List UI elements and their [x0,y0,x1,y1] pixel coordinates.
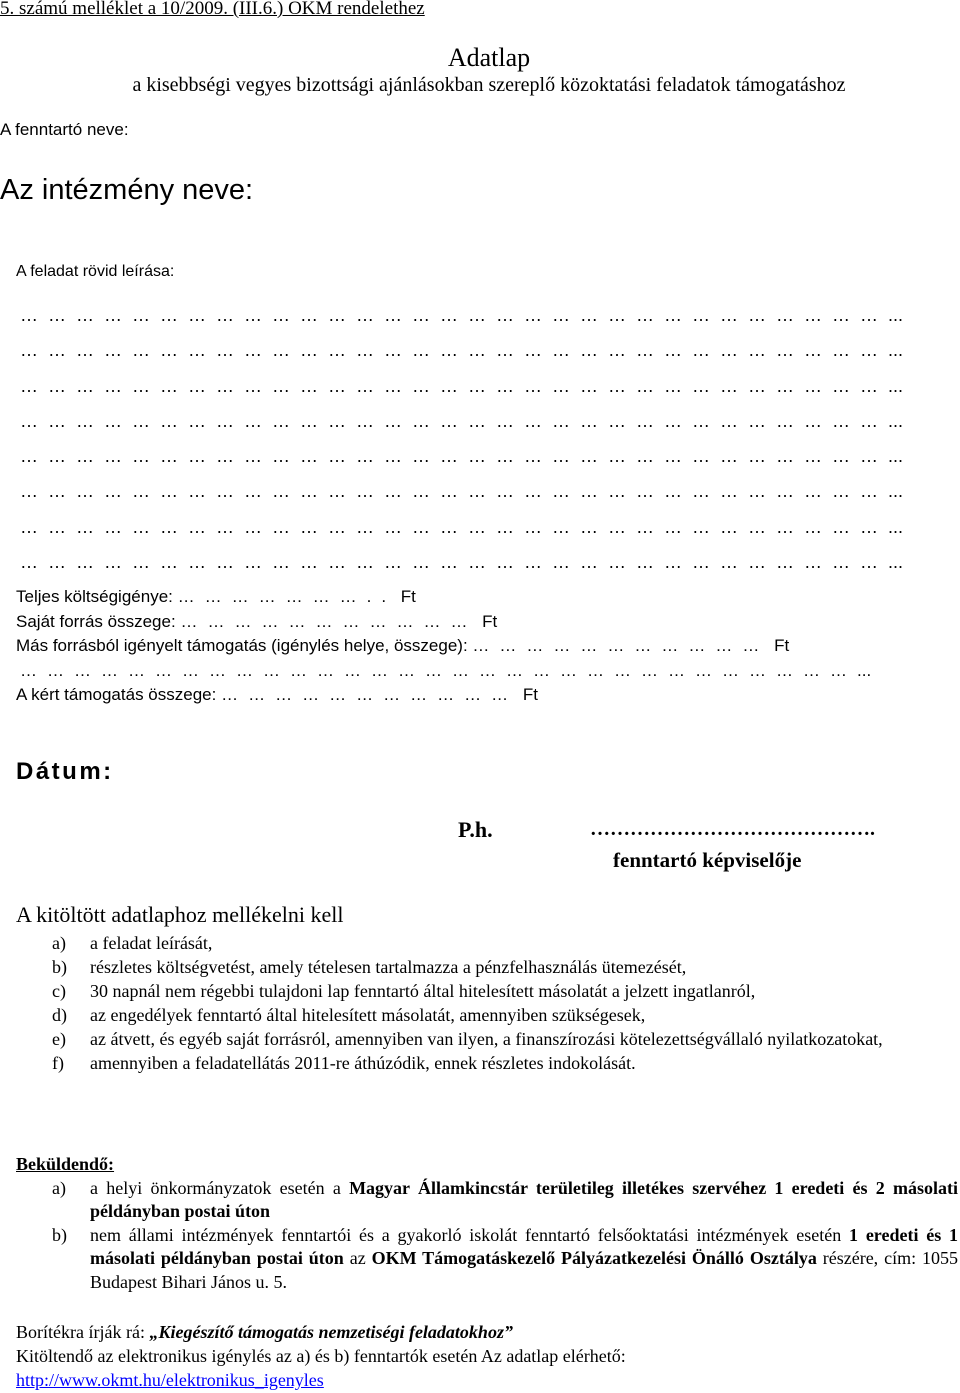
envelope-note [16,1320,956,1344]
sending-text-bold: 1 eredeti és 1 másolati példányban postai úton [90,1224,959,1269]
requested-amount-dots: …………………………… [221,685,519,704]
list-item [52,955,958,979]
list-item [52,1027,958,1051]
document-title: Adatlap [447,43,531,72]
document-subtitle: a kisebbségi vegyes bizottsági ajánlásokban szereplő közoktatási feladatok támogatáshoz [132,74,846,96]
own-source-label: Saját forrás összege: [16,611,176,631]
sending-text: részére, cím: 1055 Budapest Bihari János u. 5. [90,1248,958,1292]
sending-text-bold: Magyar Államkincstár területileg illetékes szervéhez 1 eredeti és 2 másolati példányban postai úton [90,1177,958,1222]
electronic-request-link[interactable]: http://www.okmt.hu/elektronikus_igenyles [16,1370,324,1390]
date-label: Dátum: [16,758,114,785]
description-line-dots: ………………………………………………………………………………… [20,305,888,325]
other-sources-continuation-end: ... [857,660,872,680]
envelope-prefix: Borítékra írják rá: [16,1322,150,1342]
requested-amount-label: A kért támogatás összege: [16,685,217,704]
envelope-text: „Kiegészítő támogatás nemzetiségi feladatokhoz” [149,1322,513,1342]
own-source-dots: …………………………… [180,611,478,631]
list-item-text: amennyiben a feladatellátás 2011-re áthúzódik, ennek részletes indokolását. [90,1053,636,1073]
list-item-text: a feladat leírását, [90,933,213,953]
other-sources-continuation-dots: ………………………………………………………………………………… [20,660,857,680]
sending-text: az [343,1248,372,1269]
signatory-label: fenntartó képviselője [613,848,802,872]
description-line [20,369,903,404]
list-marker: f) [52,1053,64,1073]
description-line-end: ... [888,481,904,502]
total-cost-label: Teljes költségigénye: [16,587,173,606]
attachments-list [52,931,958,1075]
cost-section [16,585,871,708]
link-row [16,1368,956,1392]
task-description-lines [20,298,903,580]
stamp-placeholder: P.h. [458,817,493,842]
own-source-unit: Ft [482,611,498,631]
maintainer-name-label: A fenntartó neve: [0,120,129,139]
other-sources-field [16,634,871,659]
description-line [20,510,903,545]
description-line-end: ... [888,375,904,396]
description-line-end: ... [888,305,904,325]
list-item-text: az engedélyek fenntartó által hitelesített másolatát, amennyiben szükségesek, [90,1005,646,1025]
institution-name-label: Az intézmény neve: [0,174,254,206]
description-line-end: ... [888,410,904,431]
list-marker: a) [52,933,66,953]
sending-item [52,1177,958,1224]
description-line-dots: ………………………………………………………………………………… [20,340,888,361]
requested-amount-unit: Ft [522,685,538,704]
description-line-end: ... [888,516,904,537]
electronic-note: Kitöltendő az elektronikus igénylés az a) és b) fenntartók esetén Az adatlap elérhető: [16,1346,626,1366]
description-line [20,439,903,474]
list-item [52,931,958,955]
sending-item-text [90,1224,958,1295]
task-description-label: A feladat rövid leírása: [16,263,175,280]
sending-title: Beküldendő: [16,1154,115,1174]
list-marker: e) [52,1029,66,1049]
total-cost-unit: Ft [400,587,416,606]
description-line-end: ... [888,446,904,467]
other-sources-unit: Ft [774,636,790,655]
list-marker: d) [52,1005,67,1025]
description-line-end: ... [888,552,904,573]
total-cost-field [16,585,871,610]
list-marker: a) [52,1177,66,1198]
description-line [20,545,903,580]
description-line-dots: ………………………………………………………………………………… [20,375,888,396]
list-marker: b) [52,1224,67,1245]
description-line-dots: ………………………………………………………………………………… [20,481,888,502]
sending-text: nem állami intézmények fenntartói és a gyakorló iskolát fenntartó felsőoktatási intézmények esetén [90,1224,850,1245]
own-source-field [16,610,871,635]
description-line [20,333,903,368]
list-item [52,979,958,1003]
list-item-text: 30 napnál nem régebbi tulajdoni lap fenntartó által hitelesített másolatát a jelzett ingatlanról, [90,981,756,1001]
description-line-dots: ………………………………………………………………………………… [20,410,888,431]
sending-item-text [90,1177,958,1224]
requested-amount-field [16,683,871,708]
other-sources-dots: …………………………… [472,636,770,655]
list-item [52,1051,958,1075]
title-block [18,44,960,98]
list-marker: b) [52,957,67,977]
sending-list [52,1177,958,1295]
list-item-text: részletes költségvetést, amely tételesen tartalmazza a pénzfelhasználás ütemezését, [90,957,687,977]
description-line [20,404,903,439]
signature-line: ……………………………………. [590,818,875,840]
attachments-title: A kitöltött adatlaphoz mellékelni kell [16,902,344,927]
description-line [20,298,903,333]
list-item [52,1003,958,1027]
total-cost-dots: ………………….. [177,587,397,606]
description-line [20,474,903,509]
description-line-dots: ………………………………………………………………………………… [20,516,888,537]
list-marker: c) [52,981,66,1001]
sending-text-bold: OKM Támogatáskezelő Pályázatkezelési Önálló Osztálya [371,1248,817,1269]
list-item-text: az átvett, és egyéb saját forrásról, amennyiben van ilyen, a finanszírozási kötelezettségvállaló nyilatkozatokat, [90,1029,883,1049]
sending-item [52,1224,958,1295]
description-line-dots: ………………………………………………………………………………… [20,446,888,467]
sending-text: a helyi önkormányzatok esetén a [90,1177,350,1198]
regulation-reference: 5. számú melléklet a 10/2009. (III.6.) OKM rendelethez [0,0,425,19]
footer [16,1320,956,1392]
description-line-end: ... [888,340,904,361]
other-sources-label: Más forrásból igényelt támogatás (igénylés helye, összege): [16,636,468,655]
description-line-dots: ………………………………………………………………………………… [20,552,888,573]
other-sources-continuation [16,659,871,684]
